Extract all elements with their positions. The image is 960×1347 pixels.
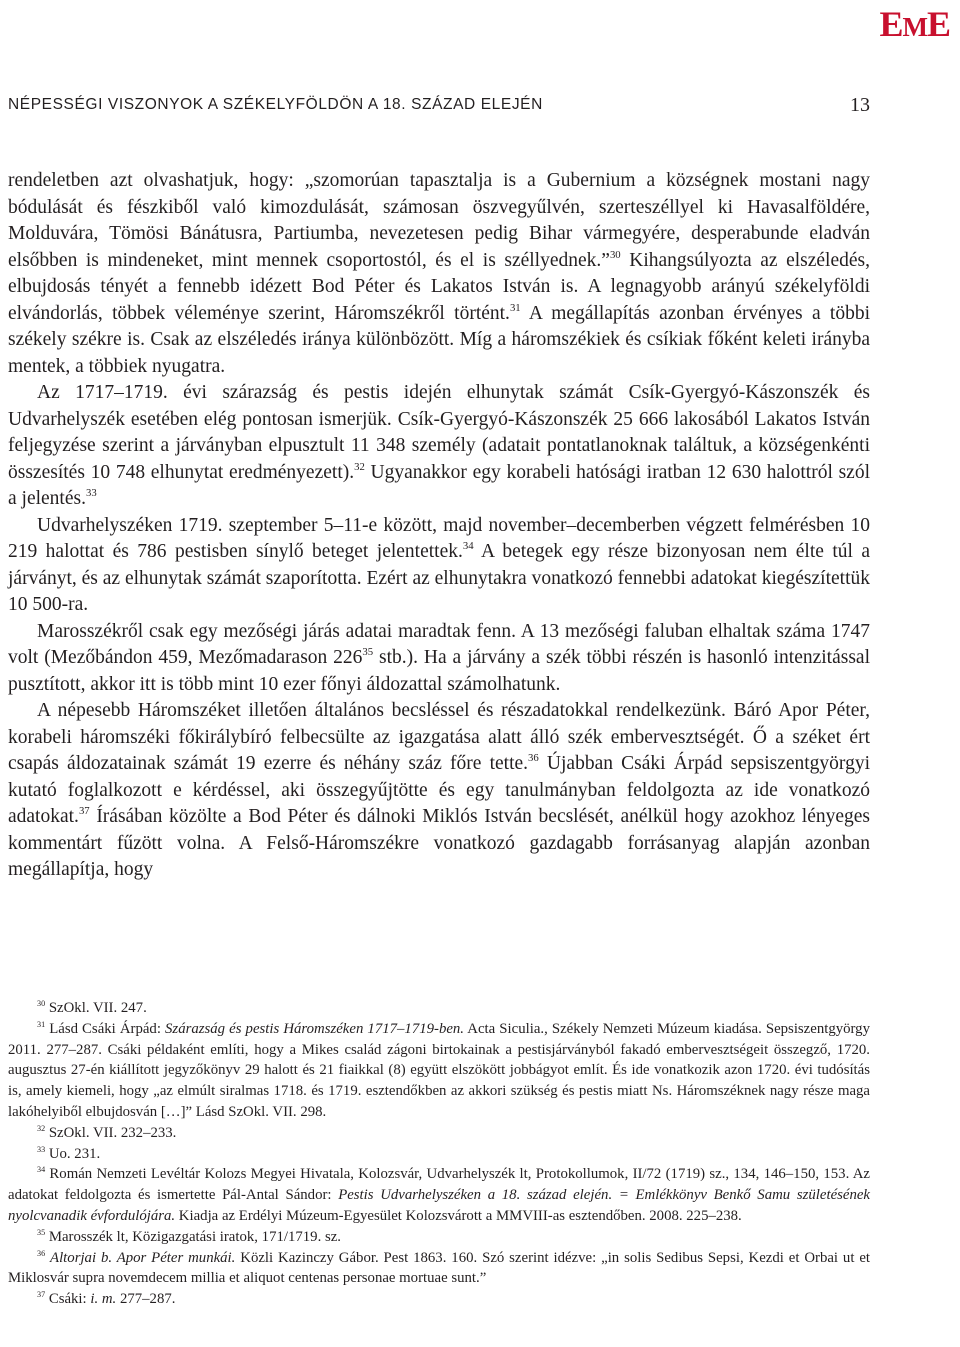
journal-logo xyxy=(879,6,950,42)
logo-letter: M xyxy=(902,12,927,42)
running-head: NÉPESSÉGI VISZONYOK A SZÉKELYFÖLDÖN A 18. SZÁZAD ELEJÉN xyxy=(8,96,543,113)
footnote-number: 32 xyxy=(37,1123,46,1133)
paragraph: Marosszékről csak egy mezőségi járás adatai maradtak fenn. A 13 mezőségi faluban elhaltak száma 1747 volt (Mezőbándon 459, Mezőmadarason $226^{35}$ stb.). Ha a járvány a szék többi részén is hasonló intenzitással pusztított, akkor itt is több mint 10 ezer főnyi áldozattal számolhatunk. xyxy=(8,620,870,695)
footnote-number: 36 xyxy=(37,1248,46,1258)
footnote-ref[interactable]: 37 xyxy=(78,804,90,817)
logo-letter: E xyxy=(879,4,903,44)
footnote-ref[interactable]: 34 xyxy=(462,539,474,552)
paragraph: rendeletben azt olvashatjuk, hogy: „szomorúan tapasztalja is a Gubernium a községnek mostani nagy bódulását és fészkiből való kimozdulását, számosan öszvegyűlvén, szerteszéllyel ki Havasalföldére, Molduvára, Tömösi Bánátusra, Partiumba, nevezetesen pedig Bihar vármegyére, desperabunde eladván elsőbben is mindeneket, mint mennek csoportostól, és el is széllyednek.”$^{30}$ Kihangsúlyozta az elszéledés, elbujdosás tényét a fennebb idézett Bod Péter és Lakatos István is. A legnagyobb arányú székelyföldi elvándorlás, többek véleménye szerint, Háromszékről történt.$^{31}$ A megállapítás azonban érvényes a többi székely székre is. Csak az elszéledés iránya különbözött. Míg a háromszékiek és csíkiak főként keleti irányba mentek, a többiek nyugatra. xyxy=(8,170,871,377)
footnote: $^{35}$ Marosszék lt, Közigazgatási iratok, 171/1719. sz. xyxy=(37,1227,341,1245)
main-text xyxy=(8,168,870,884)
footnote-ref[interactable]: 36 xyxy=(528,751,539,764)
footnote-number: 33 xyxy=(37,1144,46,1154)
footnote-ref[interactable]: 32 xyxy=(354,460,365,473)
footnote-number: 31 xyxy=(37,1019,46,1029)
footnotes xyxy=(8,998,870,1310)
footnote: $^{34}$ Román Nemzeti Levéltár Kolozs Megyei Hivatala, Kolozsvár, Udvarhelyszék lt, Protokollumok, II/72 (1719) sz., 134, 146–150, 153. Az adatokat feldolgozta és ismertette Pál-Antal Sándor: Pestis Udvarhelyszéken a 18. század elején. = Emlékkönyv Benkő Samu születésének nyolcvanadik évfordulójára. Kiadja az Erdélyi Múzeum-Egyesület Kolozsvárott a MMVIII-as esztendőben. 2008. 225–238. xyxy=(8,1165,870,1224)
footnote: $^{33}$ Uo. 231. xyxy=(37,1144,101,1162)
footnote: $^{30}$ SzOkl. VII. 247. xyxy=(37,998,147,1016)
paragraph: Az 1717–1719. évi szárazság és pestis idején elhunytak számát Csík-Gyergyó-Kászonszék és Udvarhelyszék esetében elég pontosan ismerjük. Csík-Gyergyó-Kászonszék 25 666 lakosából Lakatos István feljegyzése szerint a járványban elpusztult 11 348 személy (adatait pontatlanoknak találtuk, a községenkénti összesítés 10 748 elhunytat eredményezett).$^{32}$ Ugyanakkor egy korabeli hatósági iratban 12 630 halottról szól a jelentés.$^{33}$ xyxy=(8,382,870,509)
footnote-number: 35 xyxy=(37,1227,46,1237)
page-number: 13 xyxy=(850,94,870,116)
footnote-ref[interactable]: 33 xyxy=(85,486,97,499)
footnote: $^{32}$ SzOkl. VII. 232–233. xyxy=(37,1123,177,1141)
footnote-number: 30 xyxy=(37,998,46,1008)
footnote-number: 34 xyxy=(37,1165,46,1175)
footnote-ref[interactable]: 31 xyxy=(509,301,521,314)
paragraph: Udvarhelyszéken 1719. szeptember 5–11-e között, majd november–decemberben végzett felmérésben 10 219 halottat és 786 pestisben sínylő beteget jelentettek.$^{34}$ A betegek egy része bizonyosan nem élte túl a járványt, és az elhunytak számát szaporította. Ezért az elhunytakra vonatkozó fennebbi adatokat kiegészítettük 10 500-ra. xyxy=(8,514,871,615)
paragraph: A népesebb Háromszéket illetően általános becsléssel és részadatokkal rendelkezünk. Báró Apor Péter, korabeli háromszéki főkirálybíró felbecsülte az igazgatása alatt álló szék embervesztségét. Ő a széket ért csapás áldozatainak számát 19 ezerre és néhány száz főre tette.$^{36}$ Újabban Csáki Árpád sepsiszentgyörgyi kutató foglalkozott e kérdéssel, aki összegyűjtötte és egy tanulmányban feldolgozta az ide vonatkozó adatokat.$^{37}$ Írásában közölte a Bod Péter és dálnoki Miklós István becslését, anélkül hogy azokhoz lényeges kommentárt fűzött volna. A Felső-Háromszékre vonatkozó gazdagabb forrásanyag alapján azonban megállapítja, hogy xyxy=(8,700,870,880)
footnote-ref[interactable]: 30 xyxy=(609,248,621,261)
logo-letter: E xyxy=(926,4,950,44)
footnote: $^{37}$ Csáki: i. m. 277–287. xyxy=(37,1290,176,1308)
footnote-ref[interactable]: 35 xyxy=(362,645,374,658)
footnote: $^{36}$ Altorjai b. Apor Péter munkái. Közli Kazinczy Gábor. Pest 1863. 160. Szó szerint idézve: „in solis Sedibus Sepsi, Kezdi et Orbai ut et Miklosvár supra novemdecem millia et aliquot centenas personae mortuae sunt.” xyxy=(8,1248,871,1287)
footnote: $^{31}$ Lásd Csáki Árpád: Szárazság és pestis Háromszéken 1717–1719-ben. Acta Siculia., Székely Nemzeti Múzeum kiadása. Sepsiszentgyörgy 2011. 277–287. Csáki példaként említi, hogy a Mikes család zágoni birtokainak a pestisjárványból fakadó embervesztségeit összegző, 1720. augusztus 27-én kiállított jegyzőkönyv 29 halott és 21 fiaikkal (8) együtt elszökött jobbágyot említ. És ide vonatkozik azon 1720. évi tudósítás is, amely kiemeli, hogy „az elmúlt siralmas 1718. és 1719. esztendőkben az akkori szükség és pestis miatt Ns. Háromszéknek nagy része maga lakóhelyiből elbujdosván […]” Lásd SzOkl. VII. 298. xyxy=(8,1019,870,1120)
footnote-number: 37 xyxy=(37,1290,46,1300)
